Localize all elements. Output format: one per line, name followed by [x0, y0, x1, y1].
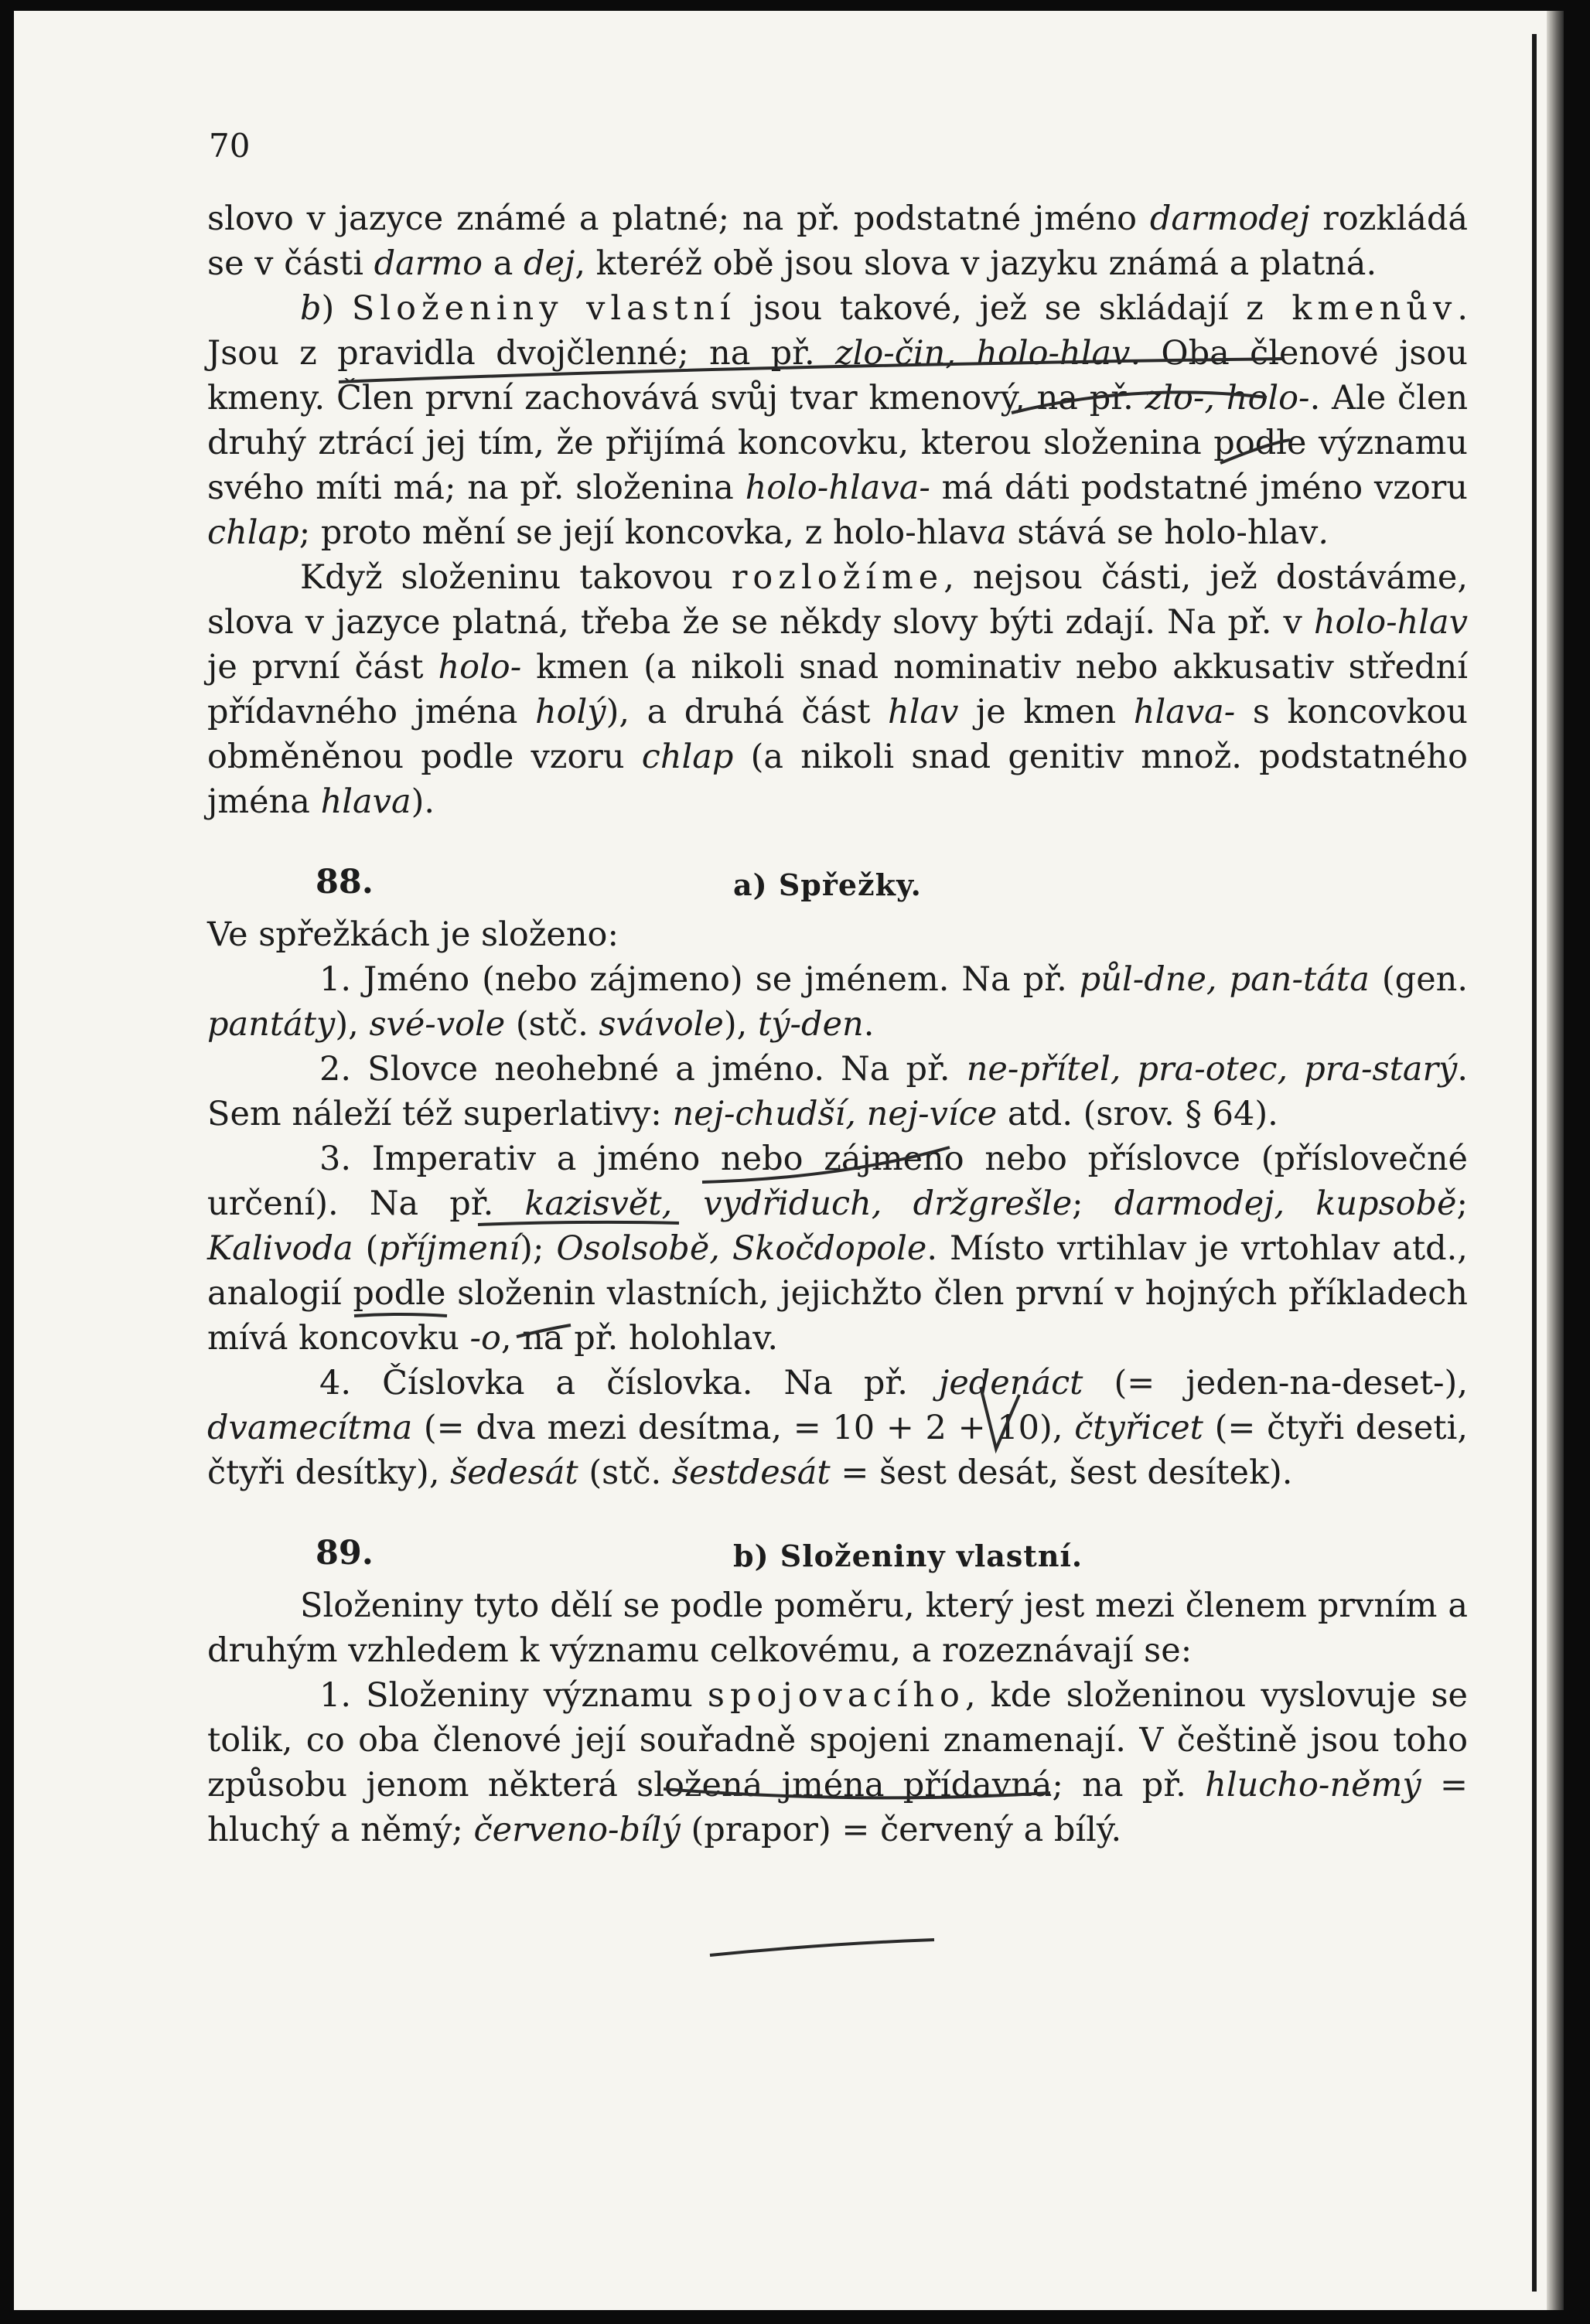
text-run: je kmen — [958, 693, 1134, 731]
text-run: (prapor) = červený a bílý. — [680, 1811, 1122, 1849]
section-number: 89. — [316, 1534, 374, 1573]
text-run: je první část — [207, 648, 438, 687]
text-run: a — [483, 244, 524, 283]
text-spaced: rozložíme — [731, 558, 944, 597]
text-italic: zlo-, holo- — [1145, 379, 1310, 417]
text-italic: holo-hlava- — [745, 469, 930, 507]
section-89-intro: Složeniny tyto dělí se podle poměru, který jest mezi členem prvním a druhým vzhledem k významu celkovému, a rozeznávají se: — [207, 1586, 1468, 1670]
text-italic: půl-dne, pan-táta — [1079, 960, 1370, 999]
text-italic: tý-den — [757, 1005, 864, 1044]
text-run: (a nikoli snad genitiv množ. podstatného jména — [207, 738, 1468, 821]
section-title: b) Složeniny vlastní. — [733, 1539, 1083, 1573]
text-run: , kde složeninou vyslovuje se tolik, co oba členové její souřadně spojeni znamenají. V češtině jsou toho způsobu jenom některá složená jména přídavná; na př. — [207, 1676, 1469, 1804]
text-italic: darmodej — [1149, 199, 1310, 238]
text-run: . Místo vrtihlav je vrtohlav atd., analogií podle složenin vlastních, jejichžto člen první v hojných příkladech mívá koncovku — [207, 1229, 1468, 1358]
text-run: = šest desát, šest desítek). — [830, 1453, 1293, 1492]
text-italic: holo- — [438, 648, 522, 687]
text-run: s koncovkou obměněnou podle vzoru — [207, 693, 1468, 776]
text-run: slovo v jazyce známé a platné; na př. podstatné jméno — [207, 199, 1150, 238]
text-run: ), — [723, 1005, 758, 1044]
text-run: , na př. holohlav. — [500, 1319, 779, 1358]
text-run: . Jsou z pravidla dvojčlenné; na př. — [207, 289, 1469, 373]
text-run: , kteréž obě jsou slova v jazyku známá a platná. — [575, 244, 1377, 283]
text-run: ), a druhá část — [606, 693, 889, 731]
text-run: ), — [335, 1005, 370, 1044]
page-number: 70 — [209, 127, 251, 165]
text-run: . — [863, 1005, 875, 1044]
text-italic: holý — [534, 693, 606, 731]
text-italic: své-vole — [369, 1005, 506, 1044]
text-run: má dáti podstatné jméno vzoru — [930, 469, 1468, 507]
text-italic: chlap — [641, 738, 734, 776]
text-run: kmen (a nikoli snad nominativ nebo akkusativ střední přídavného jména — [207, 648, 1468, 731]
text-italic: dvamecítma — [207, 1409, 413, 1447]
text-italic: darmo — [374, 244, 483, 283]
body-text — [207, 196, 1468, 1852]
item-88-2 — [207, 1047, 1468, 1136]
item-88-1 — [207, 957, 1468, 1047]
text-run: . Oba členové jsou kmeny. Člen první zachovává svůj tvar kmenový, na př. — [207, 334, 1468, 417]
text-spaced: Složeniny vlastní — [351, 289, 736, 328]
text-italic: darmodej, kupsobě — [1114, 1184, 1457, 1223]
text-spaced: z kmenův — [1246, 289, 1458, 328]
section-88-header — [316, 855, 1468, 912]
text-run: (= dva mezi desítma, = 10 + 2 + 10), — [412, 1409, 1075, 1447]
text-run: ; — [1456, 1184, 1468, 1223]
text-run: . Sem náleží též superlativy: — [207, 1050, 1469, 1133]
text-run: stává se holo-hlav — [1006, 513, 1319, 552]
text-italic: hlav — [888, 693, 959, 731]
text-run: ); — [520, 1229, 557, 1268]
text-italic: Osolsobě, Skočdopole — [556, 1229, 927, 1268]
text-italic: chlap — [207, 513, 299, 552]
text-italic: ne-přítel, pra-otec, pra-starý — [966, 1050, 1458, 1089]
text-italic: příjmení — [378, 1229, 520, 1268]
text-run: jsou takové, jež se skládají — [735, 289, 1247, 328]
section-89-header — [316, 1526, 1468, 1583]
text-run: 3. Imperativ a jméno nebo zájmeno nebo příslovce (příslovečné určení). Na př. — [207, 1140, 1468, 1223]
text-run: . Ale člen druhý ztrácí jej tím, že přijímá koncovku, kterou složenina podle významu svého míti má; na př. složenina — [207, 379, 1469, 507]
section-88-intro: Ve spřežkách je složeno: — [207, 915, 619, 954]
text-run: ). — [411, 782, 435, 821]
paragraph-b — [207, 286, 1468, 555]
paragraph-continuation — [207, 196, 1468, 286]
text-italic: -o — [469, 1319, 501, 1358]
text-run: (= jeden-na-deset-), — [1083, 1364, 1468, 1402]
text-italic: svávole — [599, 1005, 724, 1044]
text-italic: nej-chudší, nej-více — [672, 1095, 998, 1133]
text-run: (stč. — [578, 1453, 672, 1492]
text-italic: holo-hlav — [1313, 603, 1468, 642]
text-italic: šedesát — [450, 1453, 578, 1492]
text-italic: b — [300, 289, 322, 328]
text-italic: kazisvět, vydřiduch, držgrešle — [524, 1184, 1073, 1223]
book-page — [14, 11, 1564, 2310]
text-run: (stč. — [505, 1005, 599, 1044]
pencil-underline — [710, 1940, 934, 1955]
page-edge-shadow — [1547, 11, 1564, 2310]
text-spaced: spojovacího — [707, 1676, 965, 1715]
text-run: 1. Složeniny významu — [319, 1676, 708, 1715]
text-italic: čtyřicet — [1074, 1409, 1203, 1447]
text-italic: šestdesát — [671, 1453, 831, 1492]
text-italic: dej — [524, 244, 575, 283]
text-run: Když složeninu takovou — [300, 558, 732, 597]
text-italic: hlava — [320, 782, 411, 821]
text-run: ) — [321, 289, 352, 328]
text-italic: . — [1318, 513, 1329, 552]
section-title: a) Spřežky. — [733, 867, 922, 902]
item-89-1 — [207, 1673, 1468, 1852]
section-number: 88. — [316, 863, 374, 901]
text-italic: pantáty — [207, 1005, 336, 1044]
text-run: , nejsou části, jež dostáváme, slova v jazyce platná, třeba že se někdy slovy býti zdají. Na př. v — [207, 558, 1468, 642]
text-run: 1. Jméno (nebo zájmeno) se jménem. Na př. — [319, 960, 1080, 999]
text-run: atd. (srov. § 64). — [997, 1095, 1278, 1133]
text-italic: a — [987, 513, 1007, 552]
text-italic: jedenáct — [939, 1364, 1083, 1402]
item-88-4 — [207, 1361, 1468, 1495]
text-run: = hluchý a němý; — [207, 1766, 1468, 1849]
text-run: rozkládá se v části — [207, 199, 1469, 283]
text-italic: hlucho-němý — [1205, 1766, 1421, 1804]
text-run: (gen. — [1369, 960, 1468, 999]
text-run: (= čtyři deseti, čtyři desítky), — [207, 1409, 1468, 1492]
text-run: 2. Slovce neohebné a jméno. Na př. — [319, 1050, 967, 1089]
text-italic: zlo-čin, holo-hlav — [834, 334, 1131, 373]
text-run: ; — [1072, 1184, 1114, 1223]
text-italic: Kalivoda — [207, 1229, 353, 1268]
text-italic: červeno-bílý — [473, 1811, 681, 1849]
item-88-3 — [207, 1136, 1468, 1361]
text-run: ( — [353, 1229, 379, 1268]
paragraph-decompose — [207, 555, 1468, 824]
text-run: 4. Číslovka a číslovka. Na př. — [319, 1364, 939, 1402]
text-italic: hlava- — [1133, 693, 1236, 731]
text-run: ; proto mění se její koncovka, z holo-hlav — [299, 513, 988, 552]
